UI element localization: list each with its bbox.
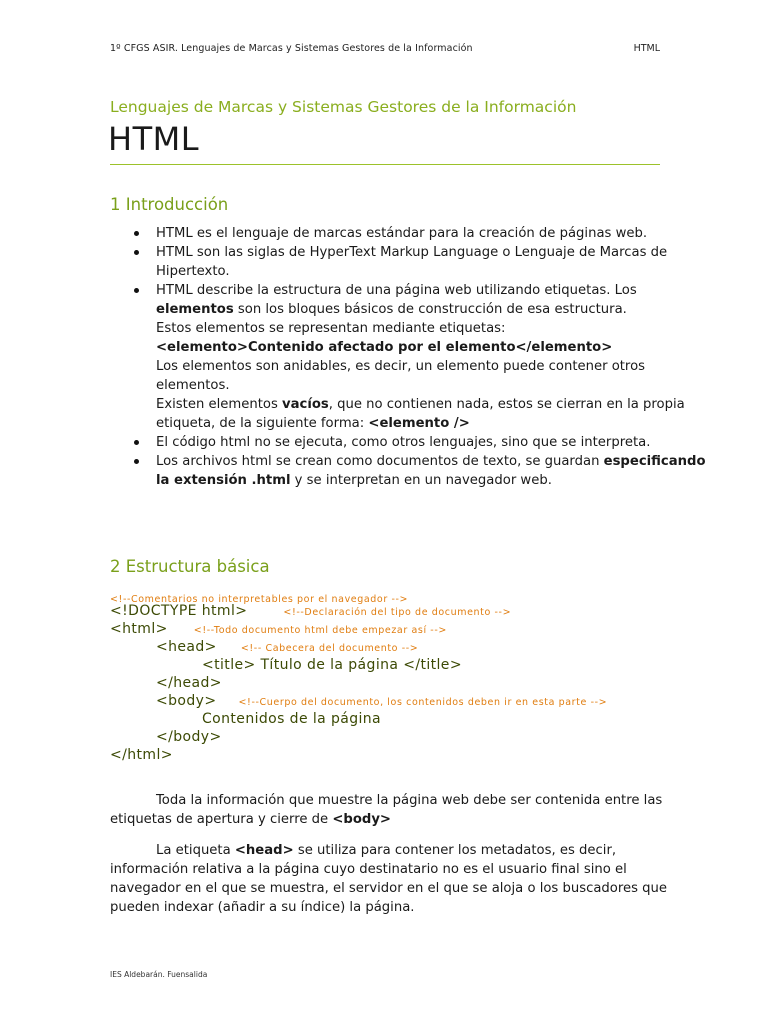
code-line: </html> xyxy=(110,747,173,763)
empty-element-syntax: <elemento /> xyxy=(368,416,470,431)
code-block xyxy=(110,587,670,762)
code-line: <title> Título de la página </title> xyxy=(202,657,462,673)
running-header: 1º CFGS ASIR. Lenguajes de Marcas y Sistemas Gestores de la Información xyxy=(110,43,473,54)
code-line: Contenidos de la página xyxy=(202,711,382,727)
bold-extension: especificando la extensión .html xyxy=(156,454,706,488)
list-item: El código html no se ejecuta, como otros lenguajes, sino que se interpreta. xyxy=(156,433,716,452)
page-footer: IES Aldebarán. Fuensalida xyxy=(110,970,208,979)
code-line: <head> <!-- Cabecera del documento --> xyxy=(156,639,419,655)
element-syntax: <elemento>Contenido afectado por el elemento</elemento> xyxy=(156,340,613,355)
section-heading-estructura: 2 Estructura básica xyxy=(110,557,270,576)
document-title: HTML xyxy=(108,120,200,158)
code-line: </body> xyxy=(156,729,222,745)
code-comment: <!-- Cabecera del documento --> xyxy=(240,643,419,654)
bold-term-elementos: elementos xyxy=(156,302,234,317)
paragraph-head-info: La etiqueta <head> se utiliza para contener los metadatos, es decir, información relativa a la página cuyo destinatario no es el usuario final sino el navegador en el que se muestra, el servidor en el que se aloja o los buscadores que pueden indexar (añadir a su índice) la página. xyxy=(110,843,668,915)
bold-term-vacios: vacíos xyxy=(282,397,329,412)
code-comment: <!--Cuerpo del documento, los contenidos deben ir en esta parte --> xyxy=(238,697,608,708)
section-heading-introduccion: 1 Introducción xyxy=(110,195,229,214)
paragraph-body-info: Toda la información que muestre la página web debe ser contenida entre las etiquetas de apertura y cierre de <body> xyxy=(110,793,663,827)
list-item: Los archivos html se crean como documentos de texto, se guardan especificando la extensión .html y se interpretan en un navegador web. xyxy=(156,452,716,490)
code-line: <html> <!--Todo documento html debe empezar así --> xyxy=(110,621,447,637)
list-item: HTML son las siglas de HyperText Markup Language o Lenguaje de Marcas de Hipertexto. xyxy=(156,243,716,281)
intro-bullet-list xyxy=(110,224,716,490)
document-subtitle: Lenguajes de Marcas y Sistemas Gestores de la Información xyxy=(110,98,577,116)
code-comment: <!--Comentarios no interpretables por el navegador --> xyxy=(110,594,409,605)
list-item: HTML es el lenguaje de marcas estándar para la creación de páginas web. xyxy=(156,224,716,243)
code-line xyxy=(110,587,670,605)
code-line: <body> <!--Cuerpo del documento, los contenidos deben ir en esta parte --> xyxy=(156,693,608,709)
code-comment: <!--Todo documento html debe empezar así --> xyxy=(193,625,447,636)
title-divider xyxy=(110,164,660,165)
code-line: <!DOCTYPE html> <!--Declaración del tipo de documento --> xyxy=(110,603,512,619)
list-item: HTML describe la estructura de una página web utilizando etiquetas. Los elementos son los bloques básicos de construcción de esa estructura. Estos elementos se representan mediante etiquetas: <elemento>Contenido afectado por el elemento</elemento> Los elementos son anidables, es decir, un elemento puede contener otros elementos. Existen elementos vacíos, que no contienen nada, estos se cierran en la propia etiqueta, de la siguiente forma: <elemento /> xyxy=(156,281,716,433)
running-header-short-title: HTML xyxy=(633,43,660,54)
code-comment: <!--Declaración del tipo de documento --> xyxy=(283,607,512,618)
code-line: </head> xyxy=(156,675,222,691)
